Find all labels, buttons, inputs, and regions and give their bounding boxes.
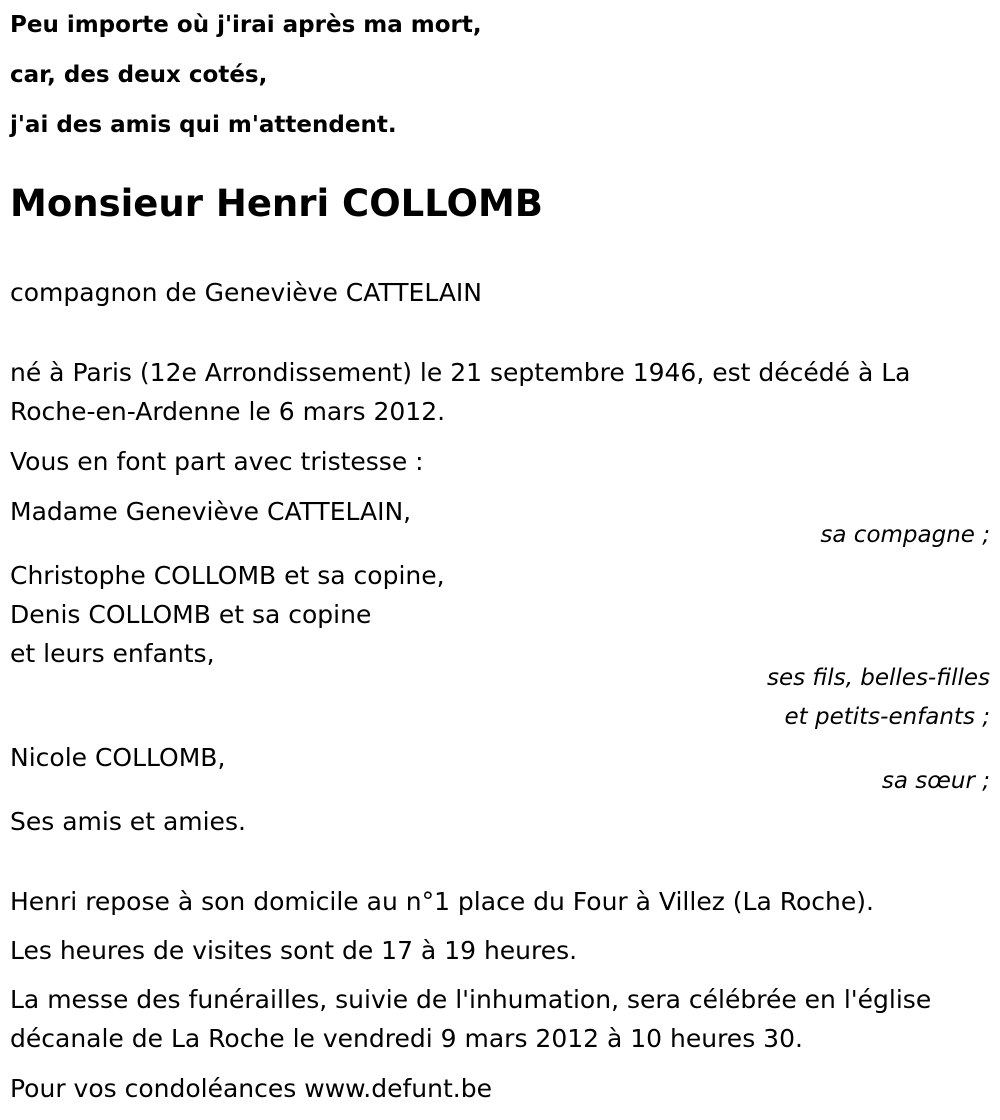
sons-line: Denis COLLOMB et sa copine — [10, 600, 372, 629]
announcement-intro: Vous en font part avec tristesse : — [10, 447, 424, 476]
sons-role — [767, 659, 990, 737]
epigraph-line: car, des deux cotés, — [10, 62, 268, 88]
sister-role: sa sœur ; — [881, 768, 990, 794]
sons-block — [10, 556, 985, 673]
partner-role: sa compagne ; — [820, 522, 990, 548]
sons-line: Christophe COLLOMB et sa copine, — [10, 561, 445, 590]
deceased-name: Monsieur Henri COLLOMB — [10, 182, 543, 225]
sons-line: et leurs enfants, — [10, 639, 215, 668]
sons-role-line: et petits-enfants ; — [784, 704, 990, 730]
sons-role-line: ses fils, belles-filles — [766, 665, 990, 691]
partner-name: Madame Geneviève CATTELAIN, — [10, 497, 412, 526]
rest-location-text: Henri repose à son domicile au n°1 place du Four à Villez (La Roche). — [10, 887, 874, 916]
friends-text: Ses amis et amies. — [10, 807, 246, 836]
funeral-text: La messe des funérailles, suivie de l'inhumation, sera célébrée en l'église décanale de La Roche le vendredi 9 mars 2012 à 10 heures 30. — [10, 985, 932, 1053]
relation-text: compagnon de Geneviève CATTELAIN — [10, 278, 482, 307]
epigraph-line: j'ai des amis qui m'attendent. — [10, 112, 397, 138]
sister-name: Nicole COLLOMB, — [10, 743, 226, 772]
epigraph-line: Peu importe où j'irai après ma mort, — [10, 12, 482, 38]
epigraph — [10, 8, 710, 158]
visiting-hours-text: Les heures de visites sont de 17 à 19 heures. — [10, 936, 578, 965]
condolences-text: Pour vos condoléances www.defunt.be — [10, 1074, 492, 1103]
birth-death-text: né à Paris (12e Arrondissement) le 21 septembre 1946, est décédé à La Roche-en-Ardenne le 6 mars 2012. — [10, 358, 911, 426]
